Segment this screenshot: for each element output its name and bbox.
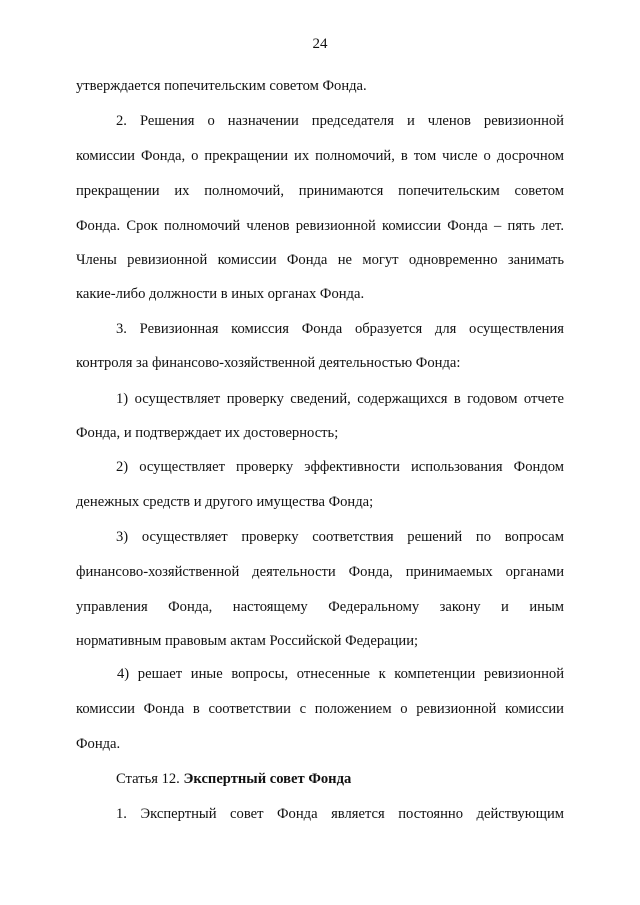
paragraph-2-line-1: 2. Решения о назначении председателя и членов ревизионной — [116, 113, 564, 129]
text-line: Фонда. Срок полномочий членов ревизионной комиссии Фонда – пять лет. — [76, 218, 564, 234]
article-title: Экспертный совет Фонда — [183, 771, 352, 787]
list-item-3-line-1: 3) осуществляет проверку соответствия решений по вопросам — [116, 529, 564, 545]
text-line: Фонда, и подтверждает их достоверность; — [76, 425, 339, 441]
text-line: комиссии Фонда, о прекращении их полномочий, в том числе о досрочном — [76, 148, 564, 164]
list-item-1-line-1: 1) осуществляет проверку сведений, содержащихся в годовом отчете — [116, 391, 564, 407]
text-line: прекращении их полномочий, принимаются попечительским советом — [76, 183, 564, 199]
text-line: финансово-хозяйственной деятельности Фонда, принимаемых органами — [76, 564, 564, 580]
text-line: какие-либо должности в иных органах Фонда. — [76, 286, 365, 302]
text-line: Члены ревизионной комиссии Фонда не могут одновременно занимать — [76, 252, 564, 268]
text-line: денежных средств и другого имущества Фонда; — [76, 494, 374, 510]
article-prefix: Статья 12. — [116, 771, 180, 787]
text-line: нормативным правовым актам Российской Федерации; — [76, 633, 419, 649]
page-number: 24 — [312, 36, 328, 52]
list-item-2-line-1: 2) осуществляет проверку эффективности использования Фондом — [116, 459, 564, 475]
text-line: Фонда. — [76, 736, 121, 752]
text-line: комиссии Фонда в соответствии с положением о ревизионной комиссии — [76, 701, 564, 717]
text-line: контроля за финансово-хозяйственной деятельностью Фонда: — [76, 355, 461, 371]
article-12-paragraph-1-line-1: 1. Экспертный совет Фонда является постоянно действующим — [116, 806, 564, 822]
article-heading — [116, 770, 564, 788]
list-item-4-line-1: 4) решает иные вопросы, отнесенные к компетенции ревизионной — [117, 666, 564, 682]
paragraph-3-line-1: 3. Ревизионная комиссия Фонда образуется для осуществления — [116, 321, 564, 337]
text-line: управления Фонда, настоящему Федеральному закону и иным — [76, 599, 564, 615]
text-line: утверждается попечительским советом Фонда. — [76, 78, 367, 94]
